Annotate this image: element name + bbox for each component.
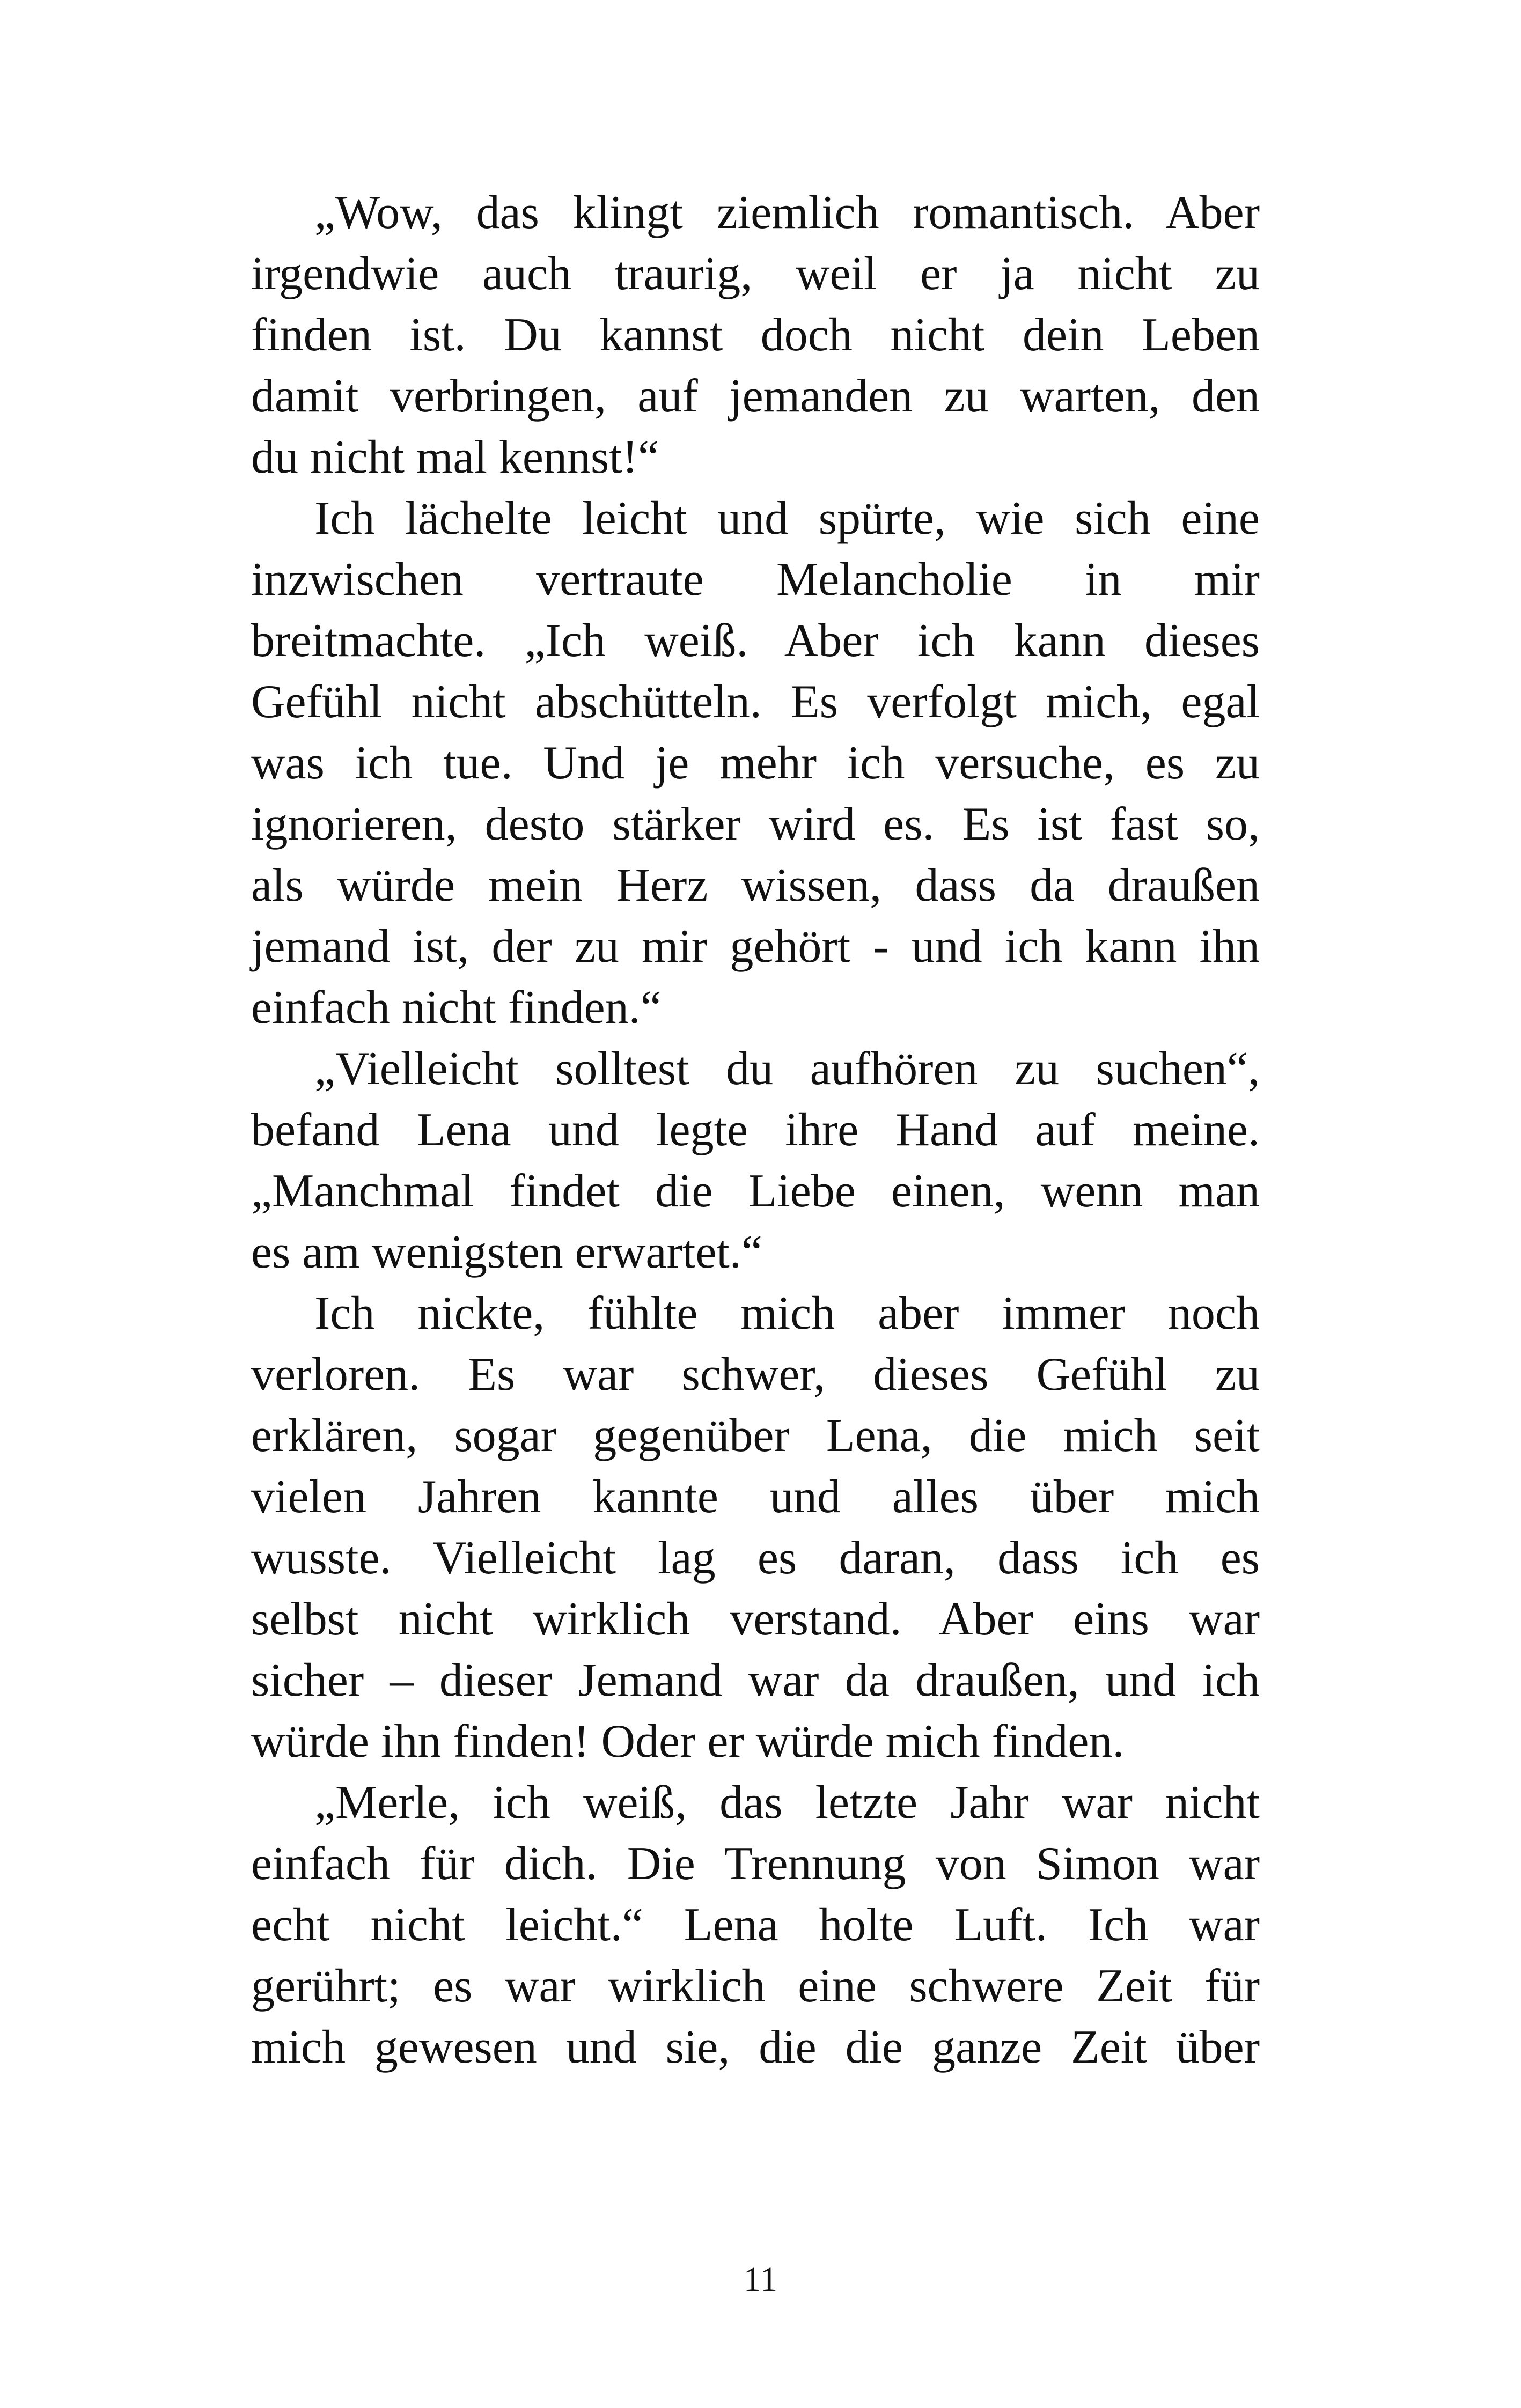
text-line: Ich nickte, fühlte mich aber immer noch [314, 1287, 1260, 1339]
text-line: „Vielleicht solltest du aufhören zu suchen“, [314, 1043, 1260, 1095]
text-line: breitmachte. „Ich weiß. Aber ich kann dieses [251, 615, 1260, 667]
text-line: „Manchmal findet die Liebe einen, wenn man [251, 1165, 1260, 1217]
text-line: sicher – dieser Jemand war da draußen, und ich [251, 1654, 1260, 1706]
text-line: Ich lächelte leicht und spürte, wie sich eine [314, 492, 1260, 544]
text-line: befand Lena und legte ihre Hand auf meine. [251, 1104, 1260, 1156]
text-line: damit verbringen, auf jemanden zu warten, den [251, 370, 1260, 422]
text-line: erklären, sogar gegenüber Lena, die mich seit [251, 1410, 1260, 1462]
text-line: mich gewesen und sie, die die ganze Zeit über [251, 2021, 1260, 2073]
text-line: finden ist. Du kannst doch nicht dein Leben [251, 309, 1260, 361]
text-line: ignorieren, desto stärker wird es. Es ist fast so, [251, 798, 1260, 850]
text-line: einfach nicht finden.“ [251, 982, 662, 1034]
text-line: einfach für dich. Die Trennung von Simon war [251, 1838, 1260, 1890]
text-line: gerührt; es war wirklich eine schwere Zeit für [251, 1960, 1260, 2012]
text-line: irgendwie auch traurig, weil er ja nicht zu [251, 248, 1260, 300]
text-line: wusste. Vielleicht lag es daran, dass ich es [251, 1532, 1260, 1584]
paragraph [251, 1772, 1260, 2078]
text-line: was ich tue. Und je mehr ich versuche, es zu [251, 737, 1260, 789]
paragraph [251, 488, 1260, 1039]
text-line: „Merle, ich weiß, das letzte Jahr war nicht [314, 1777, 1260, 1829]
text-line: es am wenigsten erwartet.“ [251, 1226, 762, 1278]
text-line: inzwischen vertraute Melancholie in mir [251, 554, 1260, 606]
text-line: echt nicht leicht.“ Lena holte Luft. Ich war [251, 1899, 1260, 1951]
body-text [251, 182, 1260, 2078]
text-line: „Wow, das klingt ziemlich romantisch. Aber [314, 187, 1260, 239]
text-line: vielen Jahren kannte und alles über mich [251, 1471, 1260, 1523]
text-line: jemand ist, der zu mir gehört - und ich kann ihn [251, 921, 1260, 973]
paragraph [251, 1283, 1260, 1772]
text-line: du nicht mal kennst!“ [251, 431, 659, 483]
text-line: verloren. Es war schwer, dieses Gefühl zu [251, 1349, 1260, 1401]
page-number: 11 [743, 2260, 778, 2299]
paragraph [251, 1039, 1260, 1283]
paragraph [251, 182, 1260, 488]
text-line: selbst nicht wirklich verstand. Aber eins war [251, 1593, 1260, 1645]
text-line: Gefühl nicht abschütteln. Es verfolgt mich, egal [251, 676, 1260, 728]
text-line: als würde mein Herz wissen, dass da draußen [251, 859, 1260, 911]
text-line: würde ihn finden! Oder er würde mich finden. [251, 1715, 1125, 1768]
